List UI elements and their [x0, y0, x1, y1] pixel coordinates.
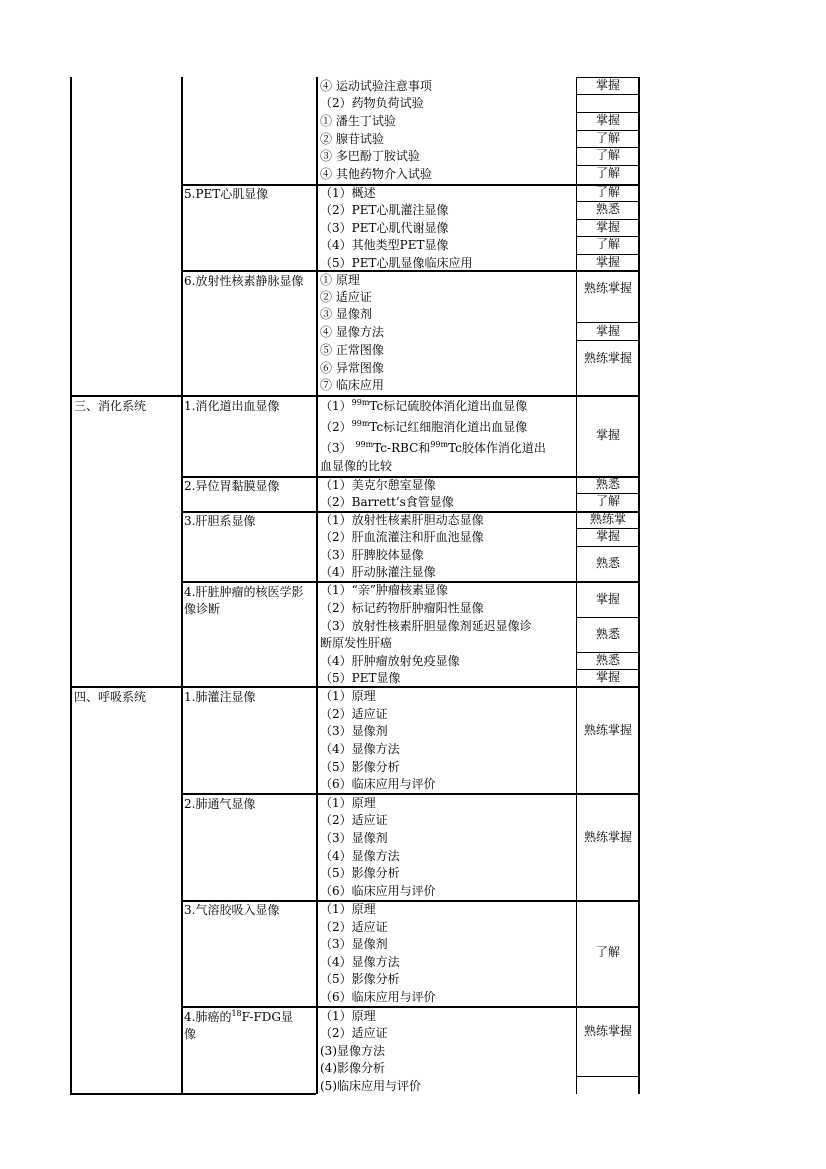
item-text: ② 腺苷试验: [320, 132, 384, 146]
level-cell: 了解: [595, 185, 620, 199]
subsection-aerosol: 3.气溶胶吸入显像: [184, 903, 280, 917]
level-cell: 了解: [595, 131, 620, 145]
item-text: ④ 其他药物介入试验: [320, 167, 432, 181]
item-text: （6）临床应用与评价: [320, 777, 436, 791]
level-cell: 熟悉: [595, 627, 620, 641]
item-text: （4）肝动脉灌注显像: [320, 565, 436, 579]
item-text: （3） $^{99m}$Tc-RBC和$^{99m}$Tc胶体作消化道出: [320, 440, 546, 455]
level-cell: 了解: [595, 494, 620, 508]
item-text: 血显像的比较: [320, 459, 393, 473]
item-text: $(1)^{99m}Tc$标记硫胶体消化道出血显像: [320, 398, 528, 413]
level-cell: 掌握: [595, 529, 620, 543]
subsection-venous-imaging: 6.放射性核素静脉显像: [184, 274, 304, 288]
subsection-liver-tumor: 4.肝脏肿瘤的核医学影像诊断: [184, 585, 304, 616]
table-border-left: [70, 77, 72, 1094]
item-text: （4）显像方法: [320, 849, 400, 863]
level-cell-border: [576, 94, 639, 95]
level-cell: 掌握: [595, 670, 620, 684]
item-text: ① 原理: [320, 273, 360, 287]
level-cell-border: [576, 340, 639, 341]
subsection-lung-cancer-fdg-line2: 像: [184, 1027, 197, 1041]
item-text: ⑦ 临床应用: [320, 378, 384, 392]
subsection-pet-myocardial: 5.PET心肌显像: [184, 187, 269, 201]
level-cell: 熟悉: [595, 477, 620, 491]
item-text: （1）“亲”肿瘤核素显像: [320, 583, 448, 597]
item-text: （4）显像方法: [320, 955, 400, 969]
subsection-ectopic-gastric: 2.异位胃黏膜显像: [184, 479, 280, 493]
level-cell: 了解: [595, 945, 620, 959]
subsection-divider: [181, 1006, 640, 1008]
level-cell: 熟悉: [595, 653, 620, 667]
item-text: 断原发性肝癌: [320, 636, 393, 650]
level-cell: 了解: [595, 237, 620, 251]
section-respiratory: 四、呼吸系统: [74, 690, 147, 704]
subsection-gi-bleeding: 1.消化道出血显像: [184, 399, 280, 413]
section-digestive: 三、消化系统: [74, 399, 147, 413]
item-text: ⑥ 异常图像: [320, 361, 384, 375]
level-cell: 熟练掌握: [584, 281, 633, 295]
item-text: ② 适应证: [320, 290, 372, 304]
level-cell: 熟练掌握: [584, 351, 633, 365]
item-text: （1）原理: [320, 902, 376, 916]
subsection-hepatobiliary: 3.肝胆系显像: [184, 514, 256, 528]
subsection-lung-ventilation: 2.肺通气显像: [184, 797, 256, 811]
level-cell: 熟练掌握: [584, 830, 633, 844]
section-divider: [70, 395, 640, 397]
item-text: （3）放射性核素肝胆显像剂延迟显像诊: [320, 619, 532, 633]
item-text: （5）PET显像: [320, 671, 401, 685]
level-cell-border: [576, 1076, 639, 1077]
level-cell-border: [576, 617, 639, 618]
level-cell: 熟练掌: [589, 512, 626, 526]
level-cell: 掌握: [595, 113, 620, 127]
level-cell: 熟练掌握: [584, 1024, 633, 1038]
subsection-lung-cancer-fdg: 4.肺癌的$^{18}$F-FDG显: [184, 1009, 294, 1024]
item-text: （1）放射性核素肝胆动态显像: [320, 513, 484, 527]
item-text: ④ 显像方法: [320, 325, 384, 339]
item-text: （3）显像剂: [320, 724, 388, 738]
item-text: （5）PET心肌显像临床应用: [320, 256, 473, 270]
item-text: （4）显像方法: [320, 742, 400, 756]
item-text: （3）PET心肌代谢显像: [320, 221, 449, 235]
item-text: （6）临床应用与评价: [320, 884, 436, 898]
item-text: （3）肝脾胶体显像: [320, 548, 424, 562]
item-text: （1）原理: [320, 1009, 376, 1023]
item-text: (4)影像分析: [320, 1061, 385, 1075]
item-text: ④ 运动试验注意事项: [320, 79, 432, 93]
item-text: （1）原理: [320, 796, 376, 810]
item-text: （3）显像剂: [320, 937, 388, 951]
level-cell: 熟悉: [595, 556, 620, 570]
column-divider: [181, 77, 183, 1094]
level-cell: 掌握: [595, 78, 620, 92]
item-text: ③ 显像剂: [320, 307, 372, 321]
item-text: （2）适应证: [320, 707, 388, 721]
item-text: （3）显像剂: [320, 831, 388, 845]
item-text: （1）概述: [320, 186, 376, 200]
item-text: ⑤ 正常图像: [320, 343, 384, 357]
item-text: （2）肝血流灌注和肝血池显像: [320, 530, 484, 544]
item-text: （2）标记药物肝肿瘤阳性显像: [320, 601, 484, 615]
item-text: （4）肝肿瘤放射免疫显像: [320, 654, 460, 668]
item-text: （2）适应证: [320, 1026, 388, 1040]
item-text: （5）影像分析: [320, 972, 400, 986]
subsection-divider: [181, 793, 640, 795]
item-text: （1）原理: [320, 689, 376, 703]
level-cell: 熟悉: [595, 202, 620, 216]
item-text: （5）影像分析: [320, 760, 400, 774]
item-text: （1）美克尔憩室显像: [320, 478, 436, 492]
item-text: ③ 多巴酚丁胺试验: [320, 149, 420, 163]
item-text: (3)显像方法: [320, 1044, 385, 1058]
level-cell-border: [576, 546, 639, 547]
item-text: （4）其他类型PET显像: [320, 238, 449, 252]
item-text: (5)临床应用与评价: [320, 1079, 421, 1093]
item-text: （5）影像分析: [320, 866, 400, 880]
item-text: （2）适应证: [320, 920, 388, 934]
level-cell: 了解: [595, 148, 620, 162]
item-text: $(2)^{99m}Tc$标记红细胞消化道出血显像: [320, 419, 528, 434]
item-text: （2）Barrett’s食管显像: [320, 495, 454, 509]
level-cell: 掌握: [595, 592, 620, 606]
table-border-bottom: [70, 1093, 316, 1095]
level-cell: 掌握: [595, 324, 620, 338]
item-text: ① 潘生丁试验: [320, 114, 396, 128]
item-text: （2）药物负荷试验: [320, 96, 424, 110]
item-text: （6）临床应用与评价: [320, 990, 436, 1004]
item-text: （2）适应证: [320, 813, 388, 827]
level-cell: 掌握: [595, 255, 620, 269]
level-cell: 了解: [595, 166, 620, 180]
subsection-lung-perfusion: 1.肺灌注显像: [184, 690, 256, 704]
level-cell: 熟练掌握: [584, 723, 633, 737]
column-divider: [316, 77, 318, 1094]
item-text: （2）PET心肌灌注显像: [320, 203, 449, 217]
level-cell: 掌握: [595, 220, 620, 234]
level-cell: 掌握: [595, 428, 620, 442]
